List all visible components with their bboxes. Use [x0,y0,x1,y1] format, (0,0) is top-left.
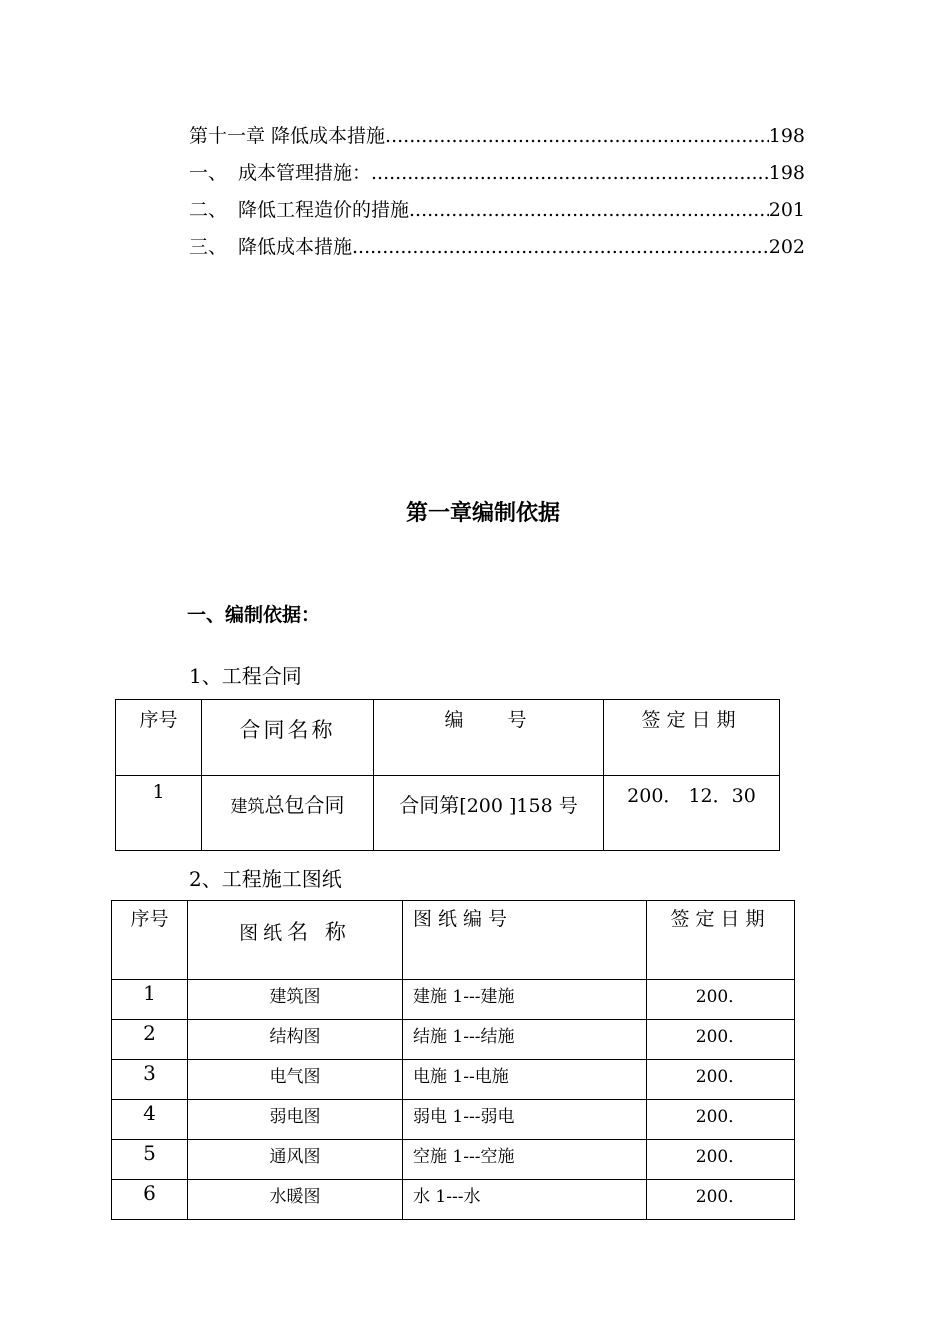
cell-seq: 1 [112,980,188,1020]
header-seq: 序号 [116,700,202,776]
cell-drawing-code: 水 1---水 [403,1180,647,1220]
toc-entry-number: 一、 [189,162,228,184]
cell-sign-date: 200． [647,1020,795,1060]
cell-seq: 1 [116,776,202,851]
cell-sign-date: 200． [647,1180,795,1220]
cell-sign-date: 200． 12．30 [604,776,780,851]
drawings-table [111,900,795,1220]
toc-entry-number: 二、 [189,199,228,221]
cell-drawing-code: 电施 1--电施 [403,1060,647,1100]
table-row [112,1140,795,1180]
cell-sign-date: 200． [647,1060,795,1100]
cell-drawing-name: 建筑图 [188,980,403,1020]
toc-entry-page: 198 [768,125,805,147]
cell-seq: 4 [112,1100,188,1140]
toc-entry-page: 201 [768,199,805,221]
cell-seq: 5 [112,1140,188,1180]
drawings-heading: 2、工程施工图纸 [189,867,342,891]
header-drawing-name [188,901,403,980]
toc-entry-title: 降低成本措施 [238,236,353,258]
header-seq: 序号 [112,901,188,980]
cell-drawing-name: 通风图 [188,1140,403,1180]
contract-table [115,699,780,851]
header-code-part: 编 [444,709,470,731]
toc-leader-dots [352,235,769,259]
toc-entry[interactable] [189,161,805,185]
header-code-part: 号 [507,709,533,731]
header-name-part: 名 称 [287,920,351,944]
table-row [112,1020,795,1060]
cell-contract-code [374,776,604,851]
cell-seq: 3 [112,1060,188,1100]
header-name-part: 图纸 [239,922,288,944]
contract-name-prefix: 建筑 [230,797,265,817]
cell-drawing-name: 弱电图 [188,1100,403,1140]
cell-contract-name [202,776,374,851]
contract-heading: 1、工程合同 [189,664,302,688]
header-sign-date: 签定日期 [604,700,780,776]
cell-sign-date: 200． [647,980,795,1020]
cell-drawing-name: 结构图 [188,1020,403,1060]
table-row [112,980,795,1020]
toc-entry-number: 三、 [189,236,228,258]
contract-code-value: [200 ]158 号 [459,795,578,817]
cell-seq: 6 [112,1180,188,1220]
cell-drawing-code: 建施 1---建施 [403,980,647,1020]
toc-leader-dots [385,124,769,148]
cell-drawing-name: 电气图 [188,1060,403,1100]
toc-entry[interactable] [189,198,805,222]
contract-name-main: 总包合同 [264,793,345,817]
table-header-row [112,901,795,980]
toc-leader-dots [371,161,769,185]
table-row [112,1100,795,1140]
header-contract-name: 合同名称 [202,700,374,776]
cell-sign-date: 200． [647,1100,795,1140]
header-code [374,700,604,776]
header-sign-date: 签定日期 [647,901,795,980]
cell-drawing-code: 弱电 1---弱电 [403,1100,647,1140]
table-row [112,1060,795,1100]
header-drawing-code: 图纸编号 [403,901,647,980]
toc-entry-title: 成本管理措施： [238,162,372,184]
section-heading: 一、编制依据： [187,604,321,626]
toc-leader-dots [409,198,769,222]
contract-code-prefix: 合同第 [399,793,460,817]
cell-drawing-code: 结施 1---结施 [403,1020,647,1060]
cell-sign-date: 200． [647,1140,795,1180]
toc-entry-page: 198 [768,162,805,184]
table-row [116,776,780,851]
table-row [112,1180,795,1220]
toc-entry-title: 第十一章 降低成本措施 [189,125,386,147]
chapter-title: 第一章编制依据 [405,501,560,526]
cell-seq: 2 [112,1020,188,1060]
cell-drawing-name: 水暖图 [188,1180,403,1220]
cell-drawing-code: 空施 1---空施 [403,1140,647,1180]
toc-entry-title: 降低工程造价的措施 [238,199,410,221]
toc-entry[interactable] [189,235,805,259]
table-header-row [116,700,780,776]
toc-entry[interactable] [189,124,805,148]
toc-entry-page: 202 [768,236,805,258]
